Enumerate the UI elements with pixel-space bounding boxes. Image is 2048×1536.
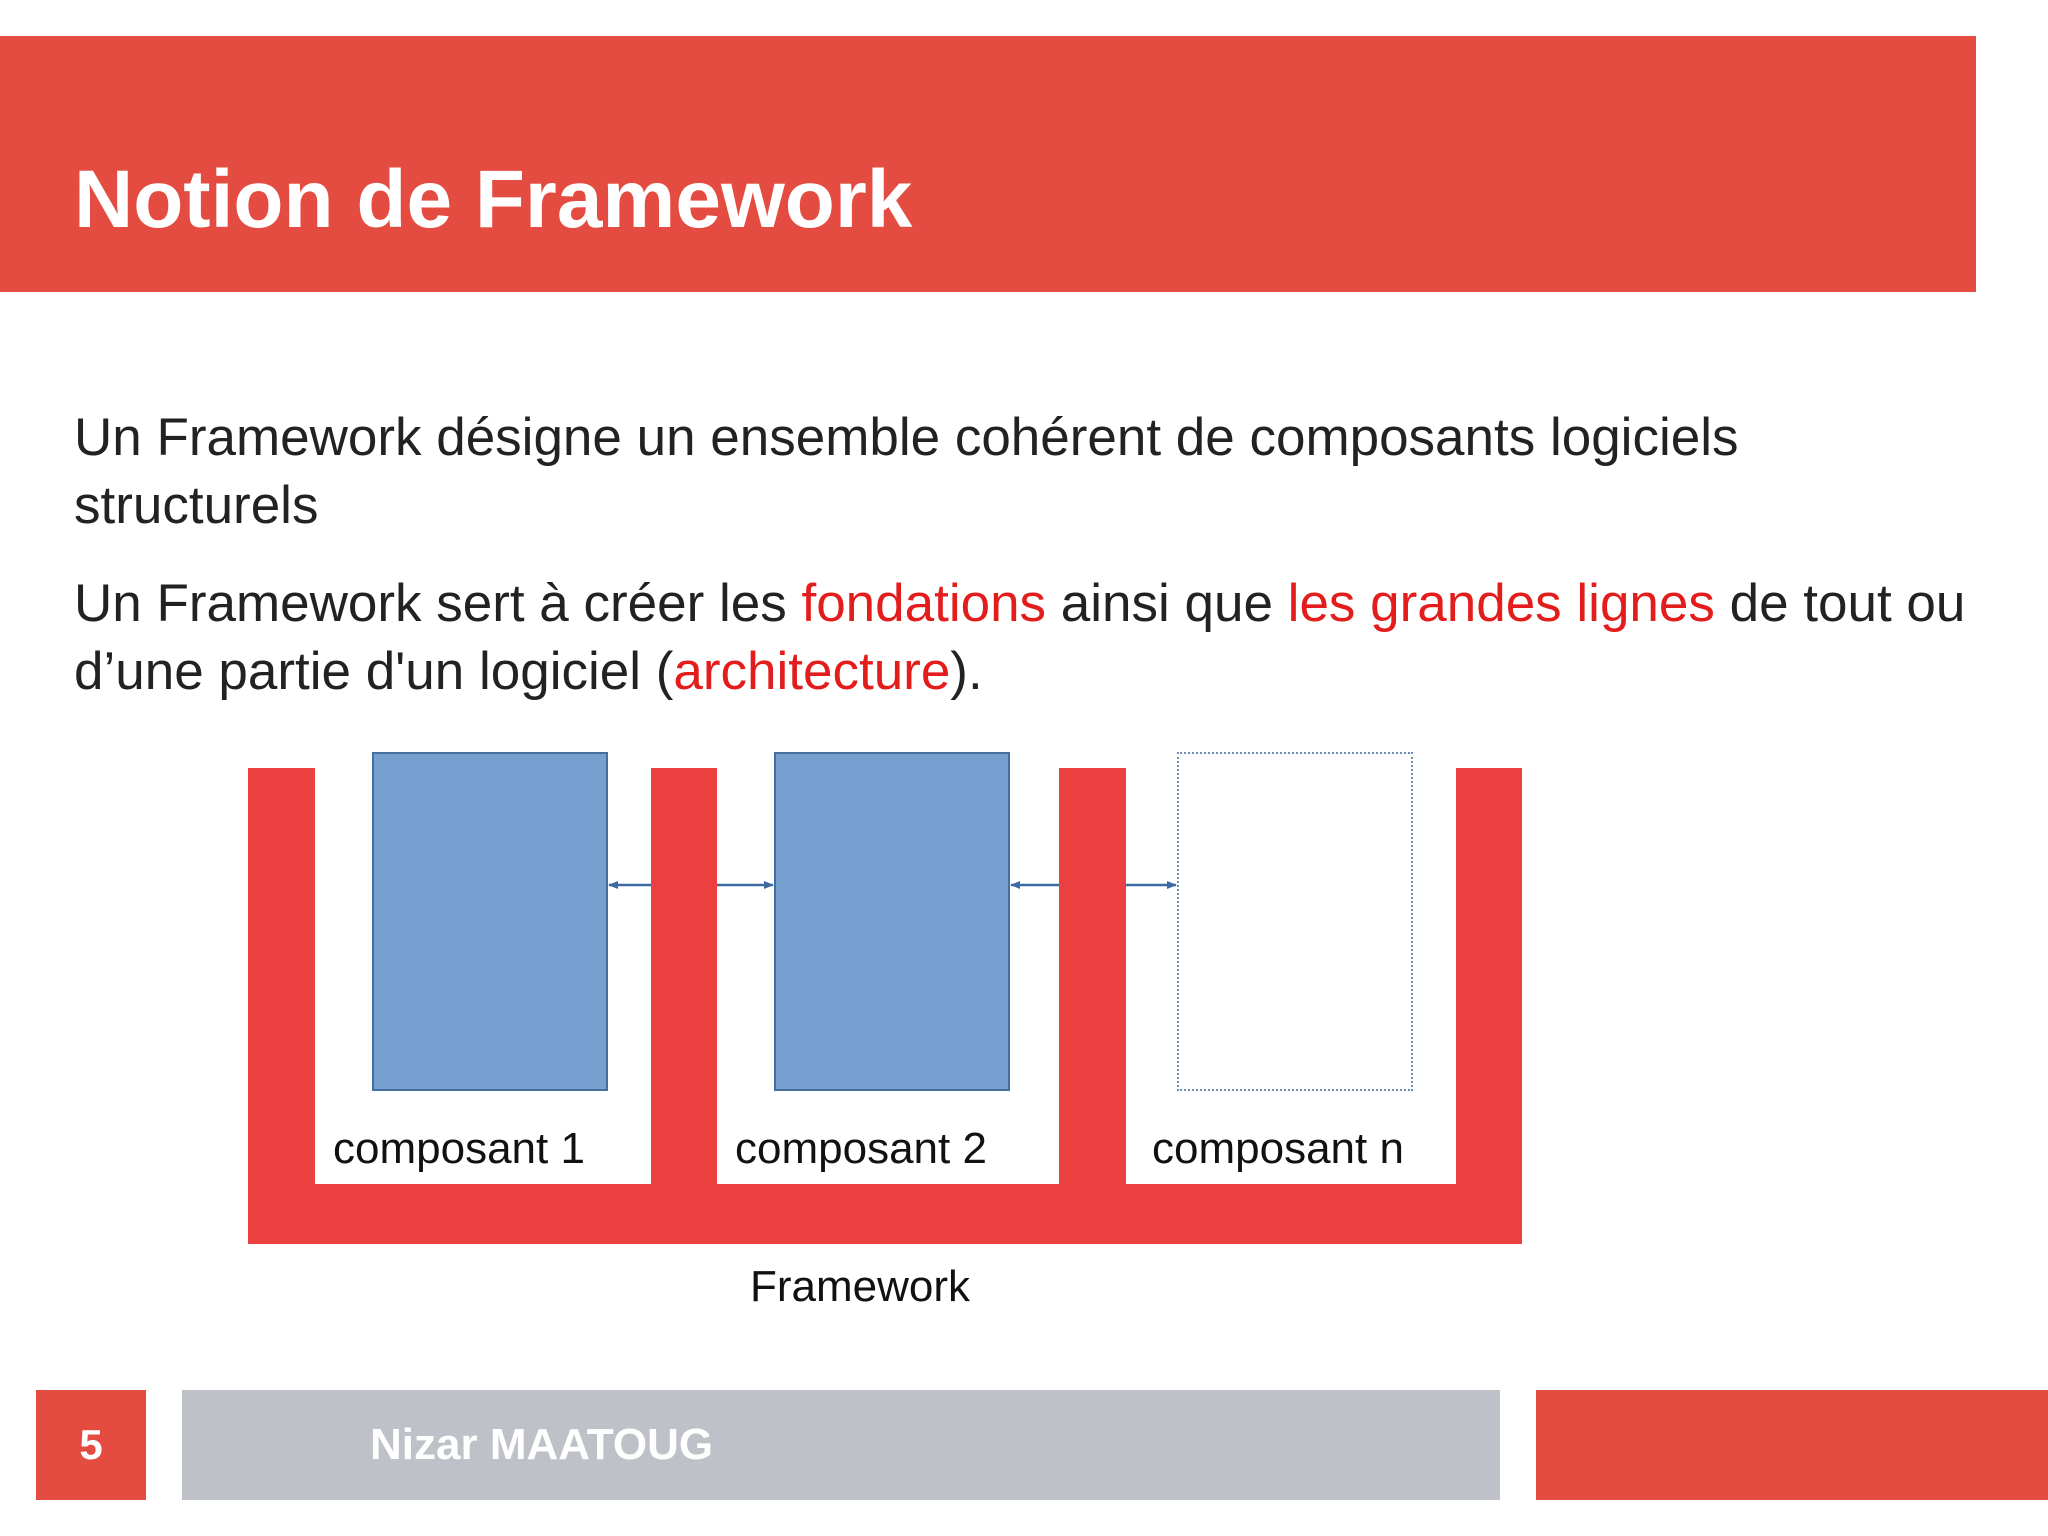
footer-accent-block	[1536, 1390, 2048, 1500]
purpose-text-1: Un Framework sert à créer les	[74, 574, 802, 633]
highlight-grandes-lignes: les grandes lignes	[1287, 574, 1715, 633]
author-bar	[182, 1390, 1500, 1500]
slide-title: Notion de Framework	[74, 154, 913, 245]
author-name: Nizar MAATOUG	[370, 1420, 714, 1469]
highlight-architecture: architecture	[673, 642, 951, 701]
page-number: 5	[79, 1421, 103, 1468]
component-label-1: composant 1	[333, 1124, 585, 1173]
component-label-n: composant n	[1152, 1124, 1404, 1173]
purpose-text-4: ).	[950, 642, 983, 701]
component-label-2: composant 2	[735, 1124, 987, 1173]
purpose-text-2: ainsi que	[1046, 574, 1288, 633]
page-number-box	[36, 1390, 146, 1500]
highlight-fondations: fondations	[801, 574, 1047, 633]
purpose-text-3: de tout ou d’une partie d'un logiciel (	[74, 574, 1966, 701]
definition-paragraph: Un Framework désigne un ensemble cohérent de composants logiciels structurels	[74, 408, 1739, 535]
framework-label: Framework	[749, 1262, 971, 1311]
